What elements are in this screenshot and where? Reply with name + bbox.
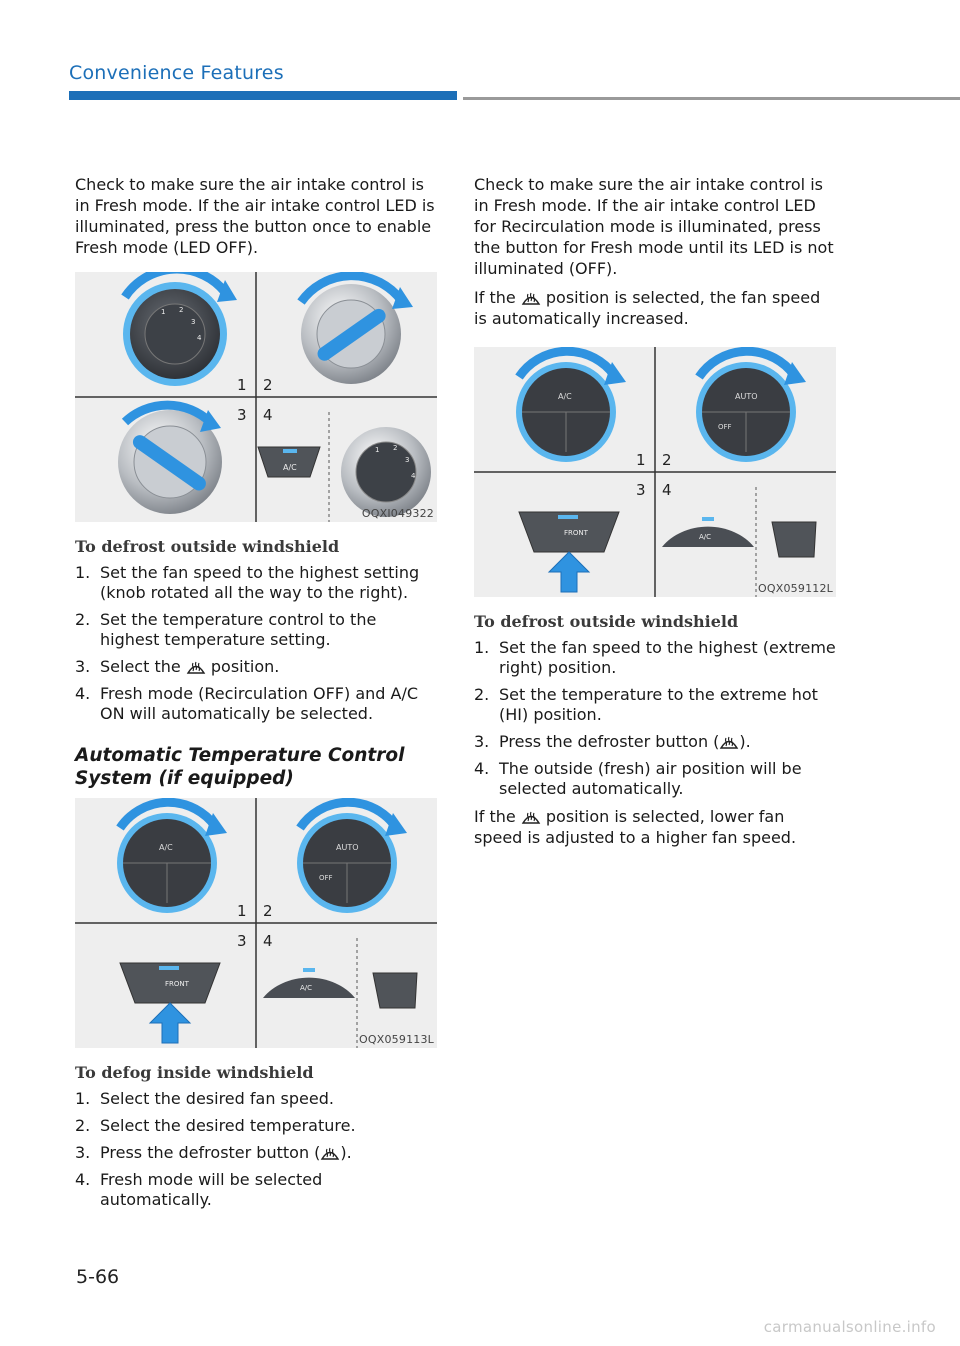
figure-manual-controls — [75, 272, 437, 522]
svg-text:A/C: A/C — [159, 843, 173, 852]
figure3-label-1: 1 — [636, 451, 646, 469]
figure1-code: OQXI049322 — [361, 507, 434, 520]
svg-text:2: 2 — [179, 306, 184, 314]
svg-text:3: 3 — [191, 318, 196, 326]
front-defrost-icon — [320, 1144, 340, 1162]
list-item: 1. Set the fan speed to the highest (extreme right) position. — [474, 638, 836, 677]
automatic-defrost-illustration — [474, 347, 836, 597]
front-defrost-icon — [719, 733, 739, 751]
figure3-label-4: 4 — [662, 481, 672, 499]
section-title-automatic-climate: Automatic Temperature Control System (if equipped) — [75, 745, 405, 789]
list-item: 1. Select the desired fan speed. — [75, 1089, 334, 1108]
figure1-label-4: 4 — [263, 406, 273, 424]
svg-text:OFF: OFF — [718, 423, 732, 431]
automatic-controls-illustration — [75, 798, 437, 1048]
figure2-label-1: 1 — [237, 902, 247, 920]
left-defog-inside-steps — [75, 1089, 437, 1210]
svg-text:2: 2 — [393, 444, 398, 452]
svg-text:A/C: A/C — [300, 984, 313, 992]
svg-text:4: 4 — [197, 334, 202, 342]
right-note-lower-fan-speed: If the position is selected, lower fan speed is adjusted to a higher fan speed. — [474, 807, 797, 847]
figure2-label-3: 3 — [237, 932, 247, 950]
svg-text:A/C: A/C — [558, 392, 572, 401]
figure2-code: OQX059113L — [359, 1033, 434, 1046]
list-item: 3. Press the defroster button ( ). — [474, 732, 751, 751]
svg-text:A/C: A/C — [699, 533, 712, 541]
list-item: 2. Set the temperature control to the highest temperature setting. — [75, 610, 377, 649]
figure3-code: OQX059112L — [758, 582, 833, 595]
figure3-label-3: 3 — [636, 481, 646, 499]
front-defrost-icon — [521, 289, 541, 307]
list-item: 4. Fresh mode will be selected automatically. — [75, 1170, 323, 1209]
front-defrost-icon — [521, 808, 541, 826]
list-item: 4. The outside (fresh) air position will be selected automatically. — [474, 759, 802, 798]
svg-text:1: 1 — [161, 308, 166, 316]
figure2-label-2: 2 — [263, 902, 273, 920]
figure1-label-3: 3 — [237, 406, 247, 424]
svg-text:4: 4 — [411, 472, 416, 480]
right-defrost-outside-steps — [474, 638, 836, 799]
list-item: 1. Set the fan speed to the highest setting (knob rotated all the way to the right). — [75, 563, 420, 602]
right-column — [474, 174, 836, 856]
left-defrost-outside-steps — [75, 563, 437, 724]
svg-text:OFF: OFF — [319, 874, 333, 882]
list-item: 4. Fresh mode (Recirculation OFF) and A/C ON will automatically be selected. — [75, 684, 419, 723]
figure-automatic-controls — [75, 798, 437, 1048]
list-item: 3. Select the position. — [75, 657, 280, 676]
right-intro-paragraph: Check to make sure the air intake control is in Fresh mode. If the air intake control LED for Recirculation mode is illuminated, press the button for Fresh mode until its LED is not illuminated (OFF). — [474, 175, 834, 278]
right-note-fan-speed: If the position is selected, the fan speed is automatically increased. — [474, 288, 821, 328]
figure2-label-4: 4 — [263, 932, 273, 950]
header-rule — [463, 97, 960, 100]
svg-text:FRONT: FRONT — [564, 529, 588, 537]
manual-controls-illustration — [75, 272, 437, 522]
list-item: 2. Set the temperature to the extreme hot (HI) position. — [474, 685, 818, 724]
svg-text:AUTO: AUTO — [735, 392, 758, 401]
watermark: carmanualsonline.info — [763, 1318, 936, 1336]
svg-text:3: 3 — [405, 456, 410, 464]
svg-text:1: 1 — [375, 446, 380, 454]
left-intro-paragraph: Check to make sure the air intake control is in Fresh mode. If the air intake control LED is illuminated, press the button once to enable Fresh mode (LED OFF). — [75, 175, 435, 257]
figure-automatic-controls-defrost — [474, 347, 836, 597]
left-defog-inside-title: To defog inside windshield — [75, 1063, 314, 1082]
list-item: 3. Press the defroster button ( ). — [75, 1143, 352, 1162]
figure1-label-1: 1 — [237, 376, 247, 394]
section-header-title: Convenience Features — [69, 62, 284, 84]
figure1-label-2: 2 — [263, 376, 273, 394]
figure1-ac-button-label: A/C — [283, 463, 297, 472]
page-number: 5-66 — [76, 1266, 120, 1288]
list-item: 2. Select the desired temperature. — [75, 1116, 356, 1135]
svg-text:AUTO: AUTO — [336, 843, 359, 852]
front-defrost-icon — [186, 658, 206, 676]
figure3-label-2: 2 — [662, 451, 672, 469]
svg-text:FRONT: FRONT — [165, 980, 189, 988]
header-accent-bar — [69, 91, 457, 100]
left-defrost-outside-title: To defrost outside windshield — [75, 537, 340, 556]
right-defrost-outside-title: To defrost outside windshield — [474, 612, 739, 631]
left-column — [75, 174, 437, 1217]
